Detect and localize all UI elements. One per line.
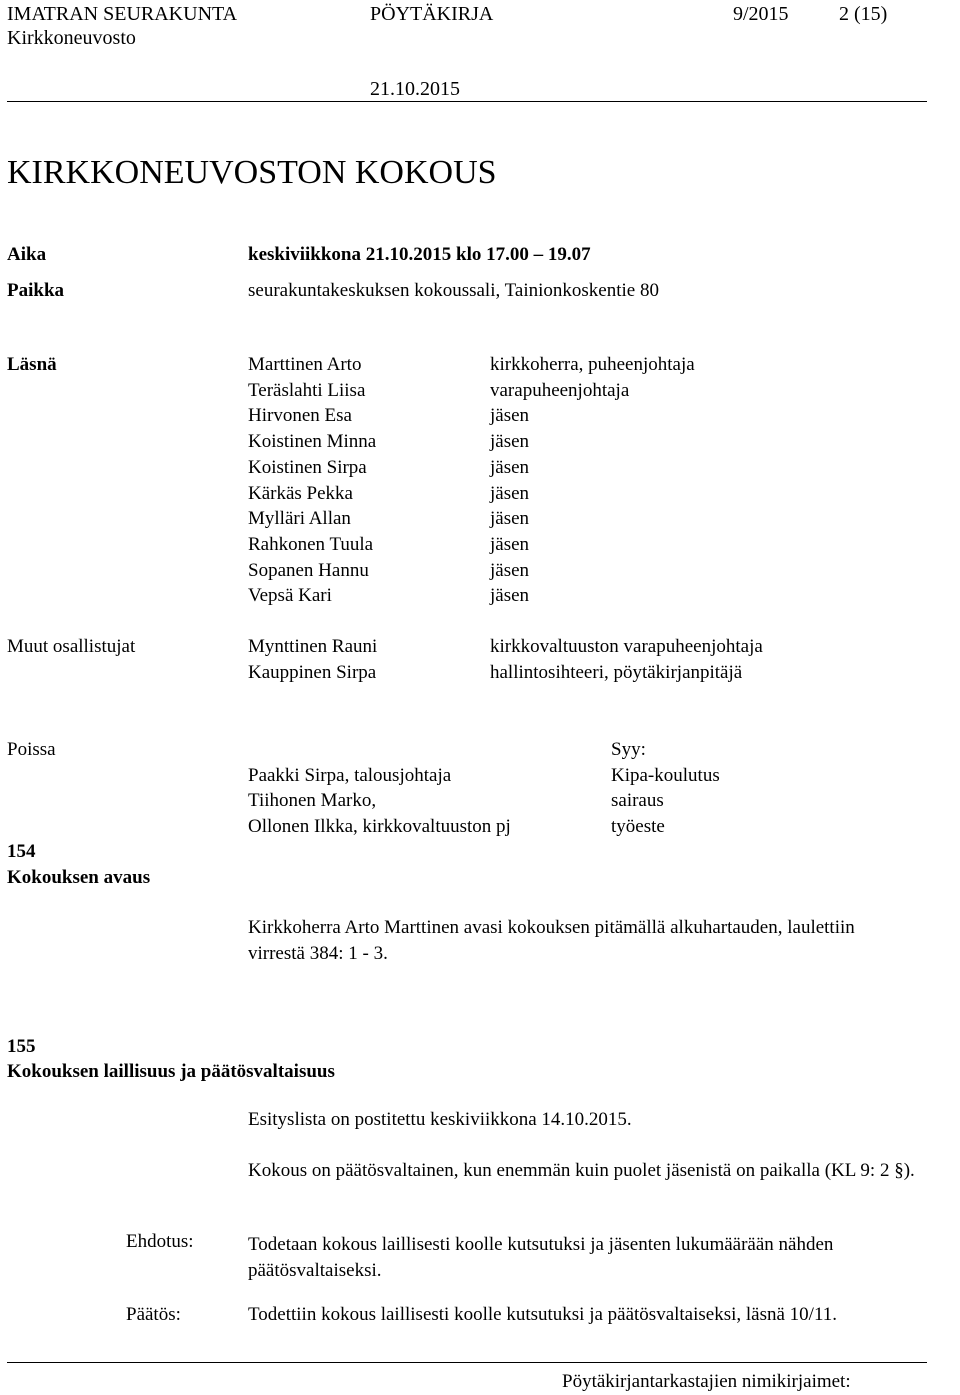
member-name: Hirvonen Esa [248,405,352,427]
absent-label: Poissa [7,739,56,760]
member-role: jäsen [490,482,530,504]
absent-reason: Kipa-koulutus [611,765,720,786]
member-name: Vepsä Kari [248,585,332,607]
member-role: jäsen [490,508,530,530]
member-role: varapuheenjohtaja [490,379,630,401]
member-role: jäsen [490,559,530,581]
proposal-label: Ehdotus: [126,1231,194,1252]
absent-name: Ollonen Ilkka, kirkkovaltuuston pj [248,816,511,837]
section-155-heading: Kokouksen laillisuus ja päätösvaltaisuus [7,1061,335,1082]
other-name: Mynttinen Rauni [248,636,378,657]
footer-divider [7,1362,927,1363]
organization-name: IMATRAN SEURAKUNTA [7,3,238,25]
absent-name: Paakki Sirpa, talousjohtaja [248,765,452,786]
member-name: Marttinen Arto [248,354,362,375]
page-number: 2 (15) [839,3,888,25]
document-type: PÖYTÄKIRJA [370,3,494,25]
section-154-heading: Kokouksen avaus [7,867,151,888]
section-155-para1: Esityslista on postitettu keskiviikkona 14.10.2015. [248,1109,632,1130]
absent-name: Tiihonen Marko, [248,790,377,811]
time-value: keskiviikkona 21.10.2015 klo 17.00 – 19.07 [248,244,591,265]
meeting-date: 21.10.2015 [370,78,460,100]
others-label: Muut osallistujat [7,636,136,657]
member-name: Mylläri Allan [248,508,351,530]
place-label: Paikka [7,280,65,301]
member-role: jäsen [490,456,530,478]
decision-label: Päätös: [126,1304,181,1325]
member-name: Sopanen Hannu [248,559,369,581]
present-label: Läsnä [7,354,57,375]
absent-reason-header: Syy: [611,739,646,760]
member-role: jäsen [490,431,530,453]
member-role: jäsen [490,533,530,555]
place-value: seurakuntakeskuksen kokoussali, Tainionkoskentie 80 [248,280,659,301]
section-154-number: 154 [7,841,36,862]
member-name: Rahkonen Tuula [248,533,374,555]
member-name: Kärkäs Pekka [248,482,353,504]
other-role: kirkkovaltuuston varapuheenjohtaja [490,636,763,657]
header-divider [7,101,927,102]
page-title: KIRKKONEUVOSTON KOKOUS [7,154,497,191]
member-role: jäsen [490,405,530,427]
absent-reason: sairaus [611,790,664,811]
document-number: 9/2015 [733,3,789,25]
section-155-para2: Kokous on päätösvaltainen, kun enemmän kuin puolet jäsenistä on paikalla (KL 9: 2 §). [248,1160,915,1181]
section-154-text: Kirkkoherra Arto Marttinen avasi kokouksen pitämällä alkuhartauden, laulettiin virrestä 384: 1 - 3. [248,917,855,964]
body-name: Kirkkoneuvosto [7,27,136,49]
other-name: Kauppinen Sirpa [248,662,377,683]
time-label: Aika [7,244,47,265]
section-155-number: 155 [7,1036,36,1057]
proposal-text: Todetaan kokous laillisesti koolle kutsutuksi ja jäsenten lukumäärään nähden päätösvaltaiseksi. [248,1234,834,1281]
absent-reason: työeste [611,816,665,837]
member-name: Teräslahti Liisa [248,379,366,401]
signature-label: Pöytäkirjantarkastajien nimikirjaimet: [562,1371,851,1392]
member-role: kirkkoherra, puheenjohtaja [490,354,695,375]
decision-text: Todettiin kokous laillisesti koolle kutsutuksi ja päätösvaltaiseksi, läsnä 10/11. [248,1304,838,1325]
other-role: hallintosihteeri, pöytäkirjanpitäjä [490,662,743,683]
member-name: Koistinen Minna [248,431,377,453]
member-role: jäsen [490,585,530,607]
member-name: Koistinen Sirpa [248,456,367,478]
